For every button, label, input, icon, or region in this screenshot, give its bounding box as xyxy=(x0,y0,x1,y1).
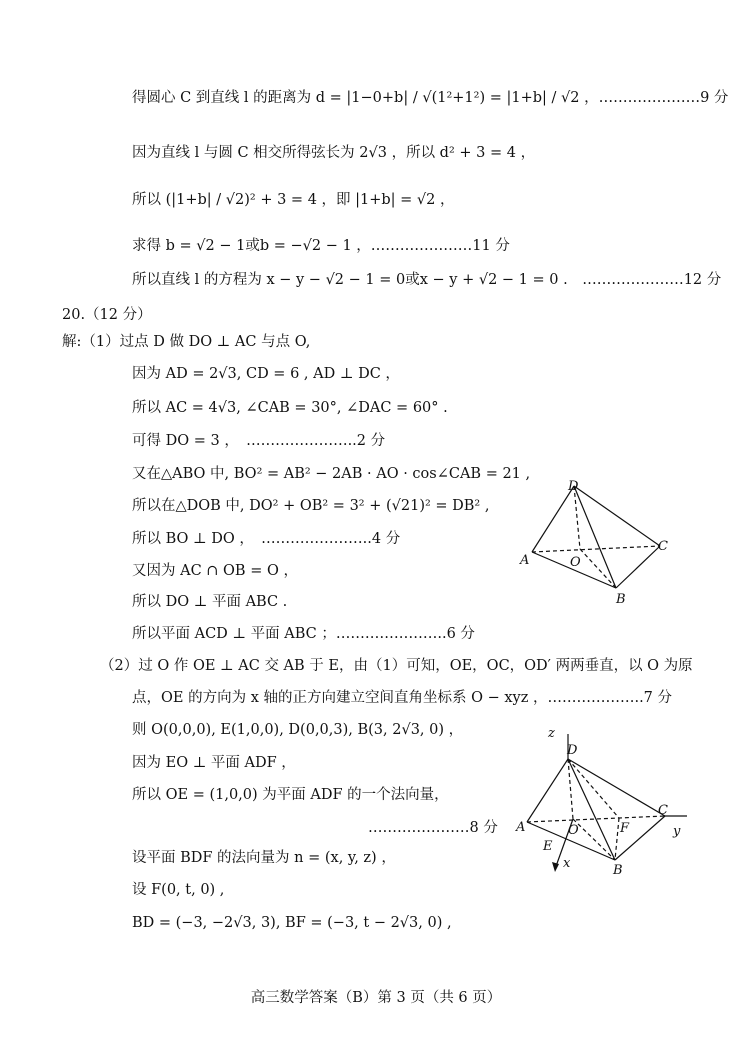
text-line: （2）过 O 作 OE ⊥ AC 交 AB 于 E，由（1）可知，OE，OC，OD′ 两两垂直，以 O 为原 xyxy=(100,658,693,674)
text-line: 可得 DO = 3 ， …………………..2 分 xyxy=(132,433,386,449)
label-d: D xyxy=(568,479,579,494)
label-d: D xyxy=(567,743,578,758)
edge-cb xyxy=(616,546,660,588)
edge-ob xyxy=(580,549,616,588)
edge-df xyxy=(568,759,619,818)
edge-do xyxy=(574,486,580,549)
text-line: 所以 BO ⊥ DO ， …………………..4 分 xyxy=(132,531,401,547)
x-axis-arrow-icon xyxy=(552,862,559,872)
edge-fb xyxy=(615,818,619,860)
text-line: 所以 AC = 4√3, ∠CAB = 30°, ∠DAC = 60° . xyxy=(132,400,448,416)
text-line: 所以平面 ACD ⊥ 平面 ABC ；…………………..6 分 xyxy=(132,626,475,642)
text-line: 所以直线 l 的方程为 x − y − √2 − 1 = 0或x − y + √2 − 1 = 0 . …………………12 分 xyxy=(132,272,722,288)
text-line: 因为 EO ⊥ 平面 ADF ， xyxy=(132,755,296,771)
text-line: 得圆心 C 到直线 l 的距离为 d = |1−0+b| / √(1²+1²) = |1+b| / √2 ，…………………9 分 xyxy=(132,90,729,106)
edge-ac xyxy=(532,546,660,552)
label-b: B xyxy=(616,592,626,607)
text-line: 所以 DO ⊥ 平面 ABC . xyxy=(132,594,288,610)
label-f: F xyxy=(620,821,630,836)
text-line: 则 O(0,0,0), E(1,0,0), D(0,0,3), B(3, 2√3, 0) ， xyxy=(132,722,464,738)
label-a: A xyxy=(520,553,530,568)
edge-ad xyxy=(532,486,574,552)
pyramid-figure-2 xyxy=(515,726,695,876)
label-b: B xyxy=(613,863,623,876)
text-line: 所以 (|1+b| / √2)² + 3 = 4 ，即 |1+b| = √2 ， xyxy=(132,192,455,208)
edge-ob xyxy=(573,819,615,860)
text-line: 解:（1）过点 D 做 DO ⊥ AC 与点 O, xyxy=(62,334,311,350)
text-line: 设 F(0, t, 0) , xyxy=(132,882,225,898)
label-c: C xyxy=(658,803,668,818)
text-line: 设平面 BDF 的法向量为 n = (x, y, z) ， xyxy=(132,850,396,866)
label-e: E xyxy=(543,839,553,854)
label-y: y xyxy=(673,824,681,839)
page-footer: 高三数学答案（B）第 3 页（共 6 页） xyxy=(250,990,502,1006)
edge-ad xyxy=(527,759,568,822)
text-line: 又在△ABO 中, BO² = AB² − 2AB · AO · cos∠CAB = 21 , xyxy=(132,466,531,482)
text-line: 所以在△DOB 中, DO² + OB² = 3² + (√21)² = DB² , xyxy=(132,498,490,514)
text-line: 所以 OE = (1,0,0) 为平面 ADF 的一个法向量， xyxy=(132,787,449,803)
score-line: …………………8 分 xyxy=(368,820,498,836)
text-line: 又因为 AC ∩ OB = O ， xyxy=(132,563,298,579)
pyramid-figure-1 xyxy=(518,478,678,608)
question-heading: 20.（12 分） xyxy=(62,307,152,323)
label-o: O xyxy=(570,555,581,570)
edge-db xyxy=(568,759,615,860)
edge-dc xyxy=(568,759,665,816)
label-o: O xyxy=(568,823,579,838)
text-line: 求得 b = √2 − 1或b = −√2 − 1 ，…………………11 分 xyxy=(132,238,510,254)
text-line: 因为直线 l 与圆 C 相交所得弦长为 2√3 ，所以 d² + 3 = 4 ， xyxy=(132,145,536,161)
text-line: 因为 AD = 2√3, CD = 6 , AD ⊥ DC ， xyxy=(132,366,400,382)
text-line: BD = (−3, −2√3, 3), BF = (−3, t − 2√3, 0) , xyxy=(132,915,452,931)
label-a: A xyxy=(516,820,526,835)
label-c: C xyxy=(658,539,668,554)
label-x: x xyxy=(563,856,571,871)
label-z: z xyxy=(548,726,555,741)
text-line: 点，OE 的方向为 x 轴的正方向建立空间直角坐标系 O − xyz ，………………..7 分 xyxy=(132,690,673,706)
